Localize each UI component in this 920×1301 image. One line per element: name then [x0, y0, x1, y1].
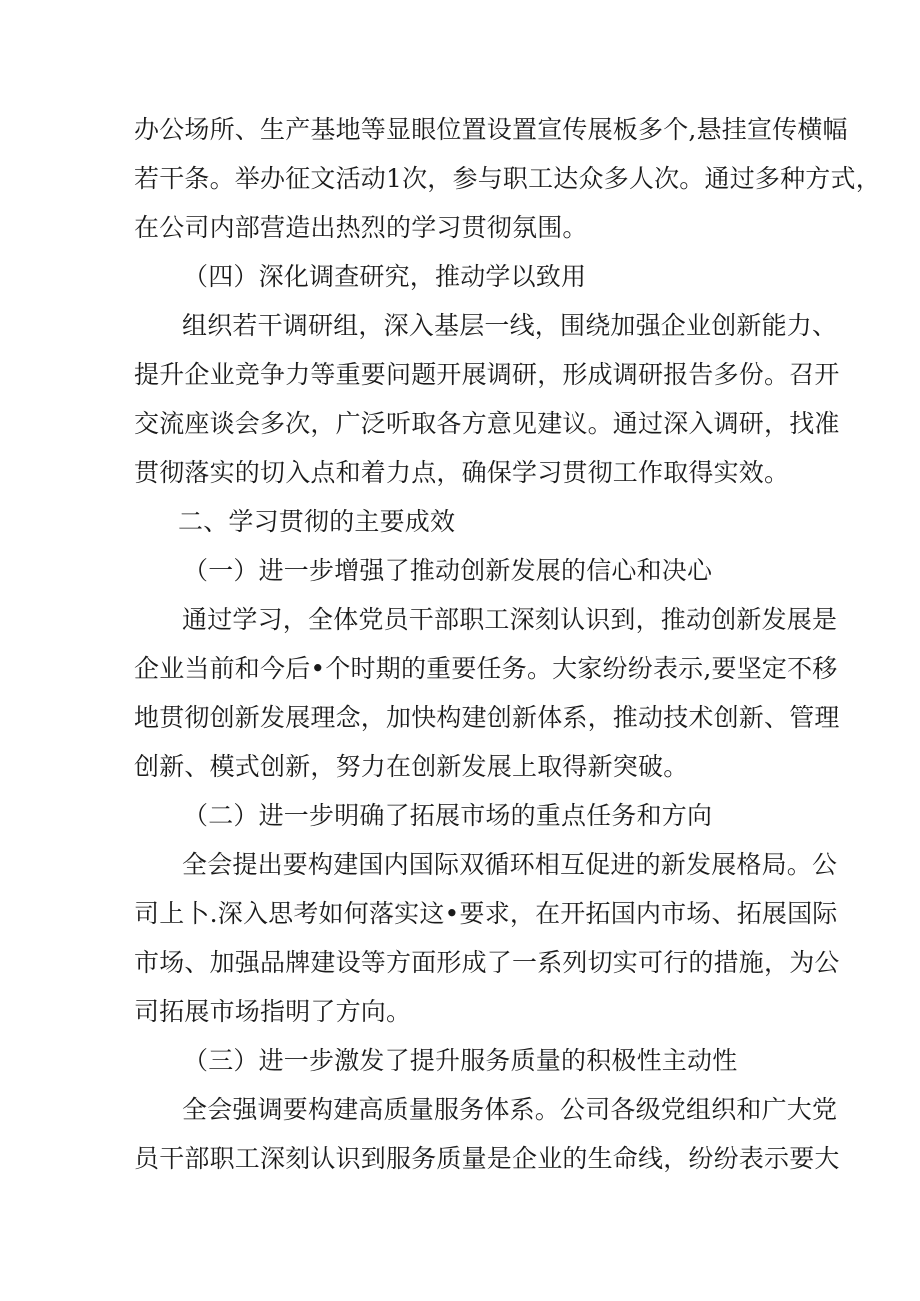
- text-line: 办公场所、生产基地等显眼位置设置宣传展板多个,悬挂宣传横幅: [134, 115, 848, 144]
- text-line: 交流座谈会多次，广泛听取各方意见建议。通过深入调研，找准: [134, 409, 840, 438]
- text-line: 市场、加强品牌建设等方面形成了一系列切实可行的措施，为公: [134, 948, 840, 977]
- section-heading: （二）进一步明确了拓展市场的重点任务和方向: [183, 801, 713, 830]
- text-line: 司上卜.深入思考如何落实这•要求，在开拓国内市场、拓展国际: [134, 899, 838, 928]
- text-line: 员干部职工深刻认识到服务质量是企业的生命线，纷纷表示要大: [134, 1144, 840, 1173]
- text-line: 地贯彻创新发展理念，加快构建创新体系，推动技术创新、管理: [134, 703, 840, 732]
- text-line: 创新、模式创新，努力在创新发展上取得新突破。: [134, 752, 689, 781]
- text-line: 通过学习，全体党员干部职工深刻认识到，推动创新发展是: [182, 605, 838, 634]
- text-line: 全会强调要构建高质量服务体系。公司各级党组织和广大党: [182, 1095, 838, 1124]
- text-line: 全会提出要构建国内国际双循环相互促进的新发展格局。公: [182, 850, 838, 879]
- section-heading: （四）深化调查研究，推动学以致用: [183, 262, 587, 291]
- text-line: 若干条。举办征文活动1次，参与职工达众多人次。通过多种方式，: [134, 164, 881, 193]
- text-line: 司拓展市场指明了方向。: [134, 997, 412, 1026]
- text-line: 提升企业竞争力等重要问题开展调研，形成调研报告多份。召开: [134, 360, 840, 389]
- chapter-heading: 二、学习贯彻的主要成效: [178, 507, 456, 536]
- text-line: 在公司内部营造出热烈的学习贯彻氛围。: [134, 213, 588, 242]
- text-line: 组织若干调研组，深入基层一线，围绕加强企业创新能力、: [182, 311, 838, 340]
- text-line: 企业当前和今后•个时期的重要任务。大家纷纷表示,要坚定不移: [134, 654, 838, 683]
- section-heading: （一）进一步增强了推动创新发展的信心和决心: [183, 556, 713, 585]
- text-line: 贯彻落实的切入点和着力点，确保学习贯彻工作取得实效。: [134, 458, 790, 487]
- section-heading: （三）进一步激发了提升服务质量的积极性主动性: [183, 1046, 738, 1075]
